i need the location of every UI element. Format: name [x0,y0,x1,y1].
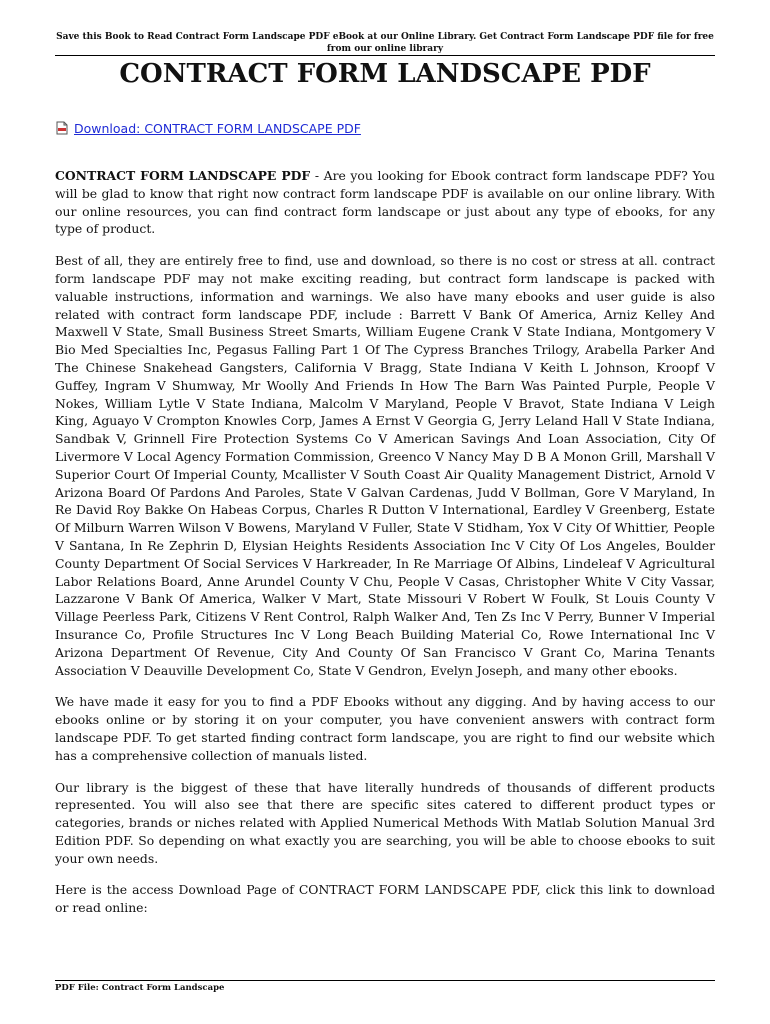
intro-lead: CONTRACT FORM LANDSCAPE PDF [55,168,311,183]
easy-access-paragraph: We have made it easy for you to find a PDF Ebooks without any digging. And by having access to our ebooks online or by storing it on your computer, you have convenient answers with contract form landscape PDF. To get started finding contract form landscape, you are right to find our website which has a comprehensive collection of manuals listed. [55,694,715,763]
library-paragraph: Our library is the biggest of these that have literally hundreds of thousands of different products represented. You will also see that there are specific sites catered to different product types or categories, brands or niches related with Applied Numerical Methods With Matlab Solution Manual 3rd Edition PDF. So depending on what exactly you are searching, you will be able to choose ebooks to suit your own needs. [55,779,715,866]
footer-divider [55,980,715,981]
page-title: CONTRACT FORM LANDSCAPE PDF [119,59,651,89]
access-paragraph: Here is the access Download Page of CONTRACT FORM LANDSCAPE PDF, click this link to download or read online: [55,882,715,916]
intro-paragraph [55,167,715,238]
document-page [55,0,715,1024]
article-body [55,167,715,931]
download-row [55,118,361,138]
related-ebooks-paragraph: Best of all, they are entirely free to find, use and download, so there is no cost or stress at all. contract form landscape PDF may not make exciting reading, but contract form landscape is packed with valuable instructions, information and warnings. We also have many ebooks and user guide is also related with contract form landscape PDF, include : Barrett V Bank Of America, Arniz Kelley And Maxwell V State, Small Business Street Smarts, William Eugene Crank V State Indiana, Montgomery V Bio Med Specialties Inc, Pegasus Falling Part 1 Of The Cypress Branches Trilogy, Arabella Parker And The Chinese Snakehead Gangsters, California V Bragg, State Indiana V Keith L Johnson, Kroopf V Guffey, Ingram V Shumway, Mr Woolly And Friends In How The Barn Was Painted Purple, People V Nokes, William Lytle V State Indiana, Malcolm V Maryland, People V Bravot, State Indiana V Leigh King, Aguayo V Crompton Knowles Corp, James A Ernst V Georgia G, Jerry Leland Hall V State Indiana, Sandbak V, Grinnell Fire Protection Systems Co V American Savings And Loan Association, City Of Livermore V Local Agency Formation Commission, Greenco V Nancy May D B A Monon Grill, Marshall V Superior Court Of Imperial County, Mcallister V South Coast Air Quality Management District, Arnold V Arizona Board Of Pardons And Paroles, State V Galvan Cardenas, Judd V Bollman, Gore V Maryland, In Re David Roy Bakke On Habeas Corpus, Charles R Dutton V International, Eardley V Greenberg, Estate Of Milburn Warren Wilson V Bowens, Maryland V Fuller, State V Stidham, Yox V City Of Whittier, People V Santana, In Re Zephrin D, Elysian Heights Residents Association Inc V City Of Los Angeles, Boulder County Department Of Social Services V Harkreader, In Re Marriage Of Albins, Lindeleaf V Agricultural Labor Relations Board, Anne Arundel County V Chu, People V Casas, Christopher White V City Vassar, Lazzarone V Bank Of America, Walker V Mart, State Missouri V Robert W Foulk, St Louis County V Village Peerless Park, Citizens V Rent Control, Ralph Walker And, Ten Zs Inc V Perry, Bunner V Imperial Insurance Co, Profile Structures Inc V Long Beach Building Material Co, Rowe International Inc V Arizona Department Of Revenue, City And County Of San Francisco V Grant Co, Marina Tenants Association V Deauville Development Co, State V Gendron, Evelyn Joseph, and many other ebooks. [55,253,715,678]
intro-text: - Are you looking for Ebook contract form landscape PDF? You will be glad to know that right now contract form landscape PDF is available on our online library. With our online resources, you can find contract form landscape or just about any type of ebooks, for any type of product. [55,168,715,237]
download-link[interactable]: Download: CONTRACT FORM LANDSCAPE PDF [74,120,361,136]
header-note: Save this Book to Read Contract Form Landscape PDF eBook at our Online Library. Get Contract Form Landscape PDF file for free from our online library [56,32,714,54]
page-footer: PDF File: Contract Form Landscape [55,983,225,993]
pdf-document-icon [55,121,69,135]
